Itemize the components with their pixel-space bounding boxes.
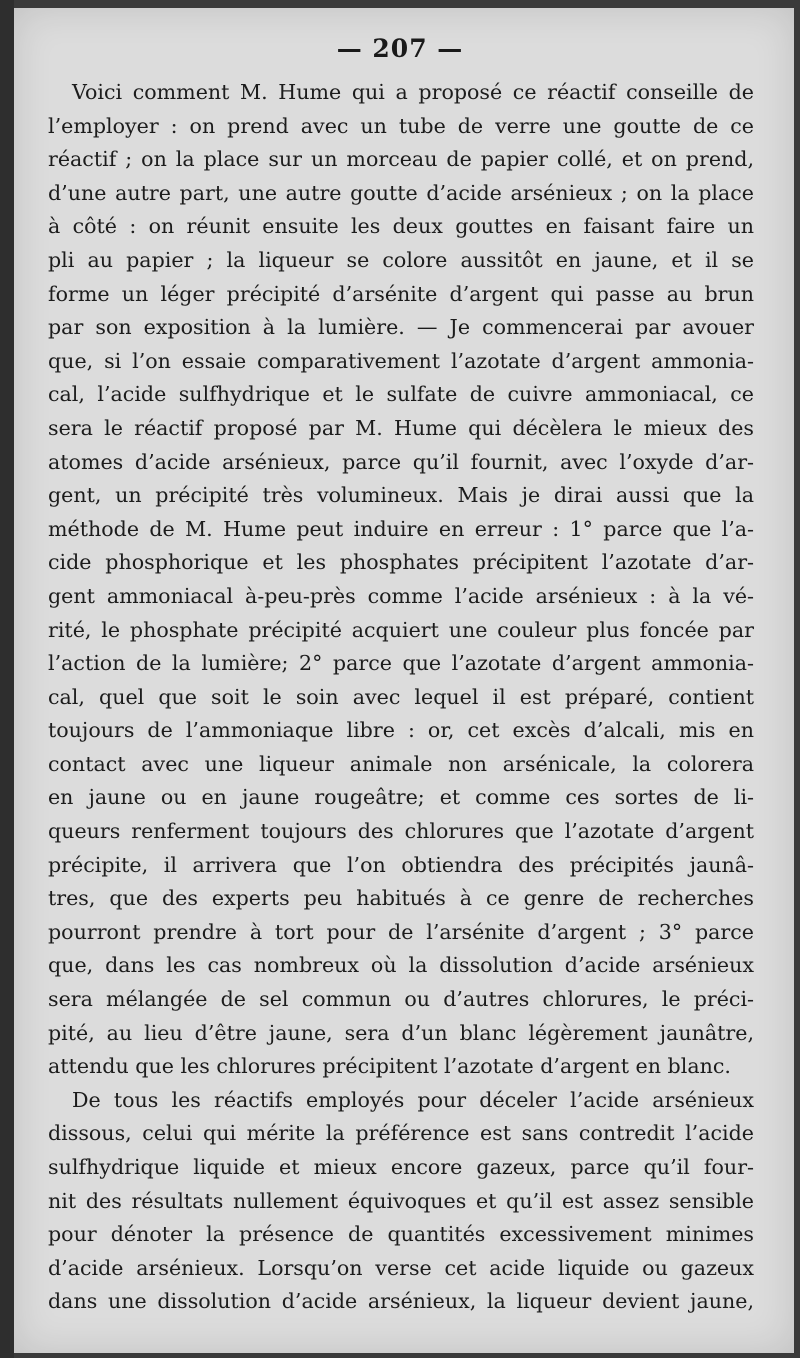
body-text: [48, 76, 754, 1319]
paragraph-2: [48, 1084, 754, 1319]
text-line: pourront prendre à tort pour de l’arsénite d’argent ; 3° parce: [48, 919, 754, 944]
text-line: à côté : on réunit ensuite les deux gouttes en faisant faire un: [48, 214, 754, 239]
text-line: rité, le phosphate précipité acquiert une couleur plus foncée par: [48, 617, 754, 642]
text-line: réactif ; on la place sur un morceau de papier collé, et on prend,: [48, 147, 754, 172]
text-line: contact avec une liqueur animale non arsénicale, la colorera: [48, 751, 754, 776]
text-line: que, si l’on essaie comparativement l’azotate d’argent ammonia-: [48, 348, 754, 373]
text-line: méthode de M. Hume peut induire en erreur : 1° parce que l’a-: [48, 516, 754, 541]
text-line: d’une autre part, une autre goutte d’acide arsénieux ; on la place: [48, 180, 754, 205]
text-line: attendu que les chlorures précipitent l’azotate d’argent en blanc.: [48, 1054, 731, 1079]
text-line: toujours de l’ammoniaque libre : or, cet excès d’alcali, mis en: [48, 718, 754, 743]
scan-left-edge: [0, 0, 14, 1358]
text-line: sulfhydrique liquide et mieux encore gazeux, parce qu’il four-: [48, 1155, 754, 1179]
text-line: en jaune ou en jaune rougeâtre; et comme ces sortes de li-: [48, 785, 754, 810]
text-line: cal, l’acide sulfhydrique et le sulfate de cuivre ammoniacal, ce: [48, 382, 754, 407]
text-line: dans une dissolution d’acide arsénieux, la liqueur devient jaune,: [48, 1289, 754, 1314]
text-line: forme un léger précipité d’arsénite d’argent qui passe au brun: [48, 281, 754, 306]
text-line: queurs renferment toujours des chlorures que l’azotate d’argent: [48, 819, 754, 844]
text-line: dissous, celui qui mérite la préférence est sans contredit l’acide: [48, 1121, 754, 1146]
text-line: gent, un précipité très volumineux. Mais je dirai aussi que la: [48, 483, 754, 508]
text-line: tres, que des experts peu habitués à ce genre de recherches: [48, 886, 754, 911]
text-line: précipite, il arrivera que l’on obtiendra des précipités jaunâ-: [48, 852, 754, 877]
text-line: pité, au lieu d’être jaune, sera d’un blanc légèrement jaunâtre,: [48, 1020, 754, 1045]
text-line: pour dénoter la présence de quantités excessivement minimes: [48, 1222, 754, 1247]
text-line: atomes d’acide arsénieux, parce qu’il fournit, avec l’oxyde d’ar-: [48, 449, 754, 474]
text-line: pli au papier ; la liqueur se colore aussitôt en jaune, et il se: [48, 247, 754, 272]
text-line: sera mélangée de sel commun ou d’autres chlorures, le préci-: [48, 987, 754, 1012]
text-line: sera le réactif proposé par M. Hume qui décèlera le mieux des: [48, 415, 754, 440]
text-line: que, dans les cas nombreux où la dissolution d’acide arsénieux: [48, 953, 754, 978]
paragraph-1: [48, 76, 754, 1084]
text-line: gent ammoniacal à-peu-près comme l’acide arsénieux : à la vé-: [48, 583, 754, 608]
text-line: Voici comment M. Hume qui a proposé ce réactif conseille de: [72, 80, 754, 104]
text-line: De tous les réactifs employés pour déceler l’acide arsénieux: [72, 1087, 754, 1112]
text-line: nit des résultats nullement équivoques et qu’il est assez sensible: [48, 1188, 754, 1213]
text-line: par son exposition à la lumière. — Je commencerai par avouer: [48, 315, 754, 340]
page-number: — 207 —: [336, 34, 464, 63]
text-line: l’employer : on prend avec un tube de verre une goutte de ce: [48, 113, 754, 138]
text-line: cide phosphorique et les phosphates précipitent l’azotate d’ar-: [48, 550, 754, 575]
text-line: l’action de la lumière; 2° parce que l’azotate d’argent ammonia-: [48, 651, 754, 676]
text-line: cal, quel que soit le soin avec lequel il est préparé, contient: [48, 684, 754, 709]
text-line: d’acide arsénieux. Lorsqu’on verse cet acide liquide ou gazeux: [48, 1255, 754, 1280]
